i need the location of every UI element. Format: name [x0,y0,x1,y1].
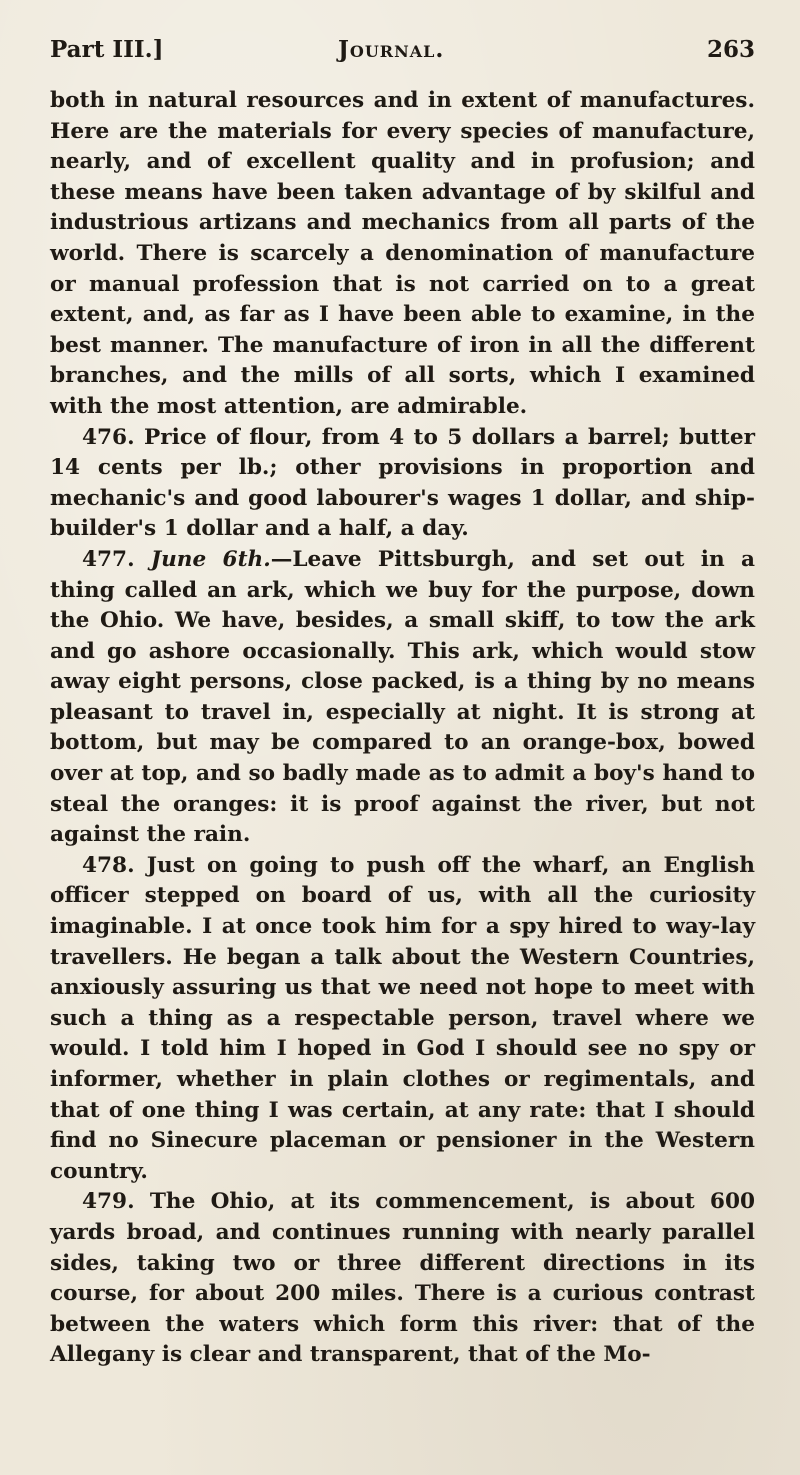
body-text [50,86,755,1371]
running-title: Journal. [338,36,445,63]
paragraph-continued: both in natural resources and in extent of manufactures. Here are the materials for every species of manufacture, nearly, and of excellent quality and in profusion; and these means have been taken advantage of by skilful and industrious artizans and mechanics from all parts of the world. There is scarcely a denomination of manufacture or manual profession that is not carried on to a great extent, and, as far as I have been able to examine, in the best manner. The manufacture of iron in all the different branches, and the mills of all sorts, which I examined with the most attention, are admirable. [50,88,755,419]
paragraph-479: 479. The Ohio, at its commencement, is about 600 yards broad, and continues running with nearly parallel sides, taking two or three different directions in its course, for about 200 miles. There is a curious contrast between the waters which form this river: that of the Allegany is clear and transparent, that of the Mo- [50,1189,755,1368]
entry-date: June 6th. [150,546,271,572]
paragraph-478: 478. Just on going to push off the wharf, an English officer stepped on board of us, with all the curiosity imaginable. I at once took him for a spy hired to way-lay travellers. He began a talk about the Western Countries, anxiously assuring us that we need not hope to meet with such a thing as a respectable person, travel where we would. I told him I hoped in God I should see no spy or informer, whether in plain clothes or regimentals, and that of one thing I was certain, at any rate: that I should find no Sinecure placeman or pensioner in the Western country. [50,852,755,1184]
paragraph-477-text: —Leave Pittsburgh, and set out in a thing called an ark, which we buy for the purpose, down the Ohio. We have, besides, a small skiff, to tow the ark and go ashore occasionally. This ark, which would stow away eight persons, close packed, is a thing by no means pleasant to travel in, especially at night. It is strong at bottom, but may be compared to an orange-box, bowed over at top, and so badly made as to admit a boy's hand to steal the oranges: it is proof against the river, but not against the rain. [50,546,755,848]
paragraph-number: 477. [82,546,135,572]
paragraph-476: 476. Price of flour, from 4 to 5 dollars a barrel; butter 14 cents per lb.; other provisions in proportion and mechanic's and good labourer's wages 1 dollar, and ship-builder's 1 dollar and a half, a day. [50,424,755,542]
paragraph-477 [50,545,755,851]
part-label: Part III.] [50,36,164,63]
running-header [50,28,755,68]
page-number: 263 [706,36,755,63]
